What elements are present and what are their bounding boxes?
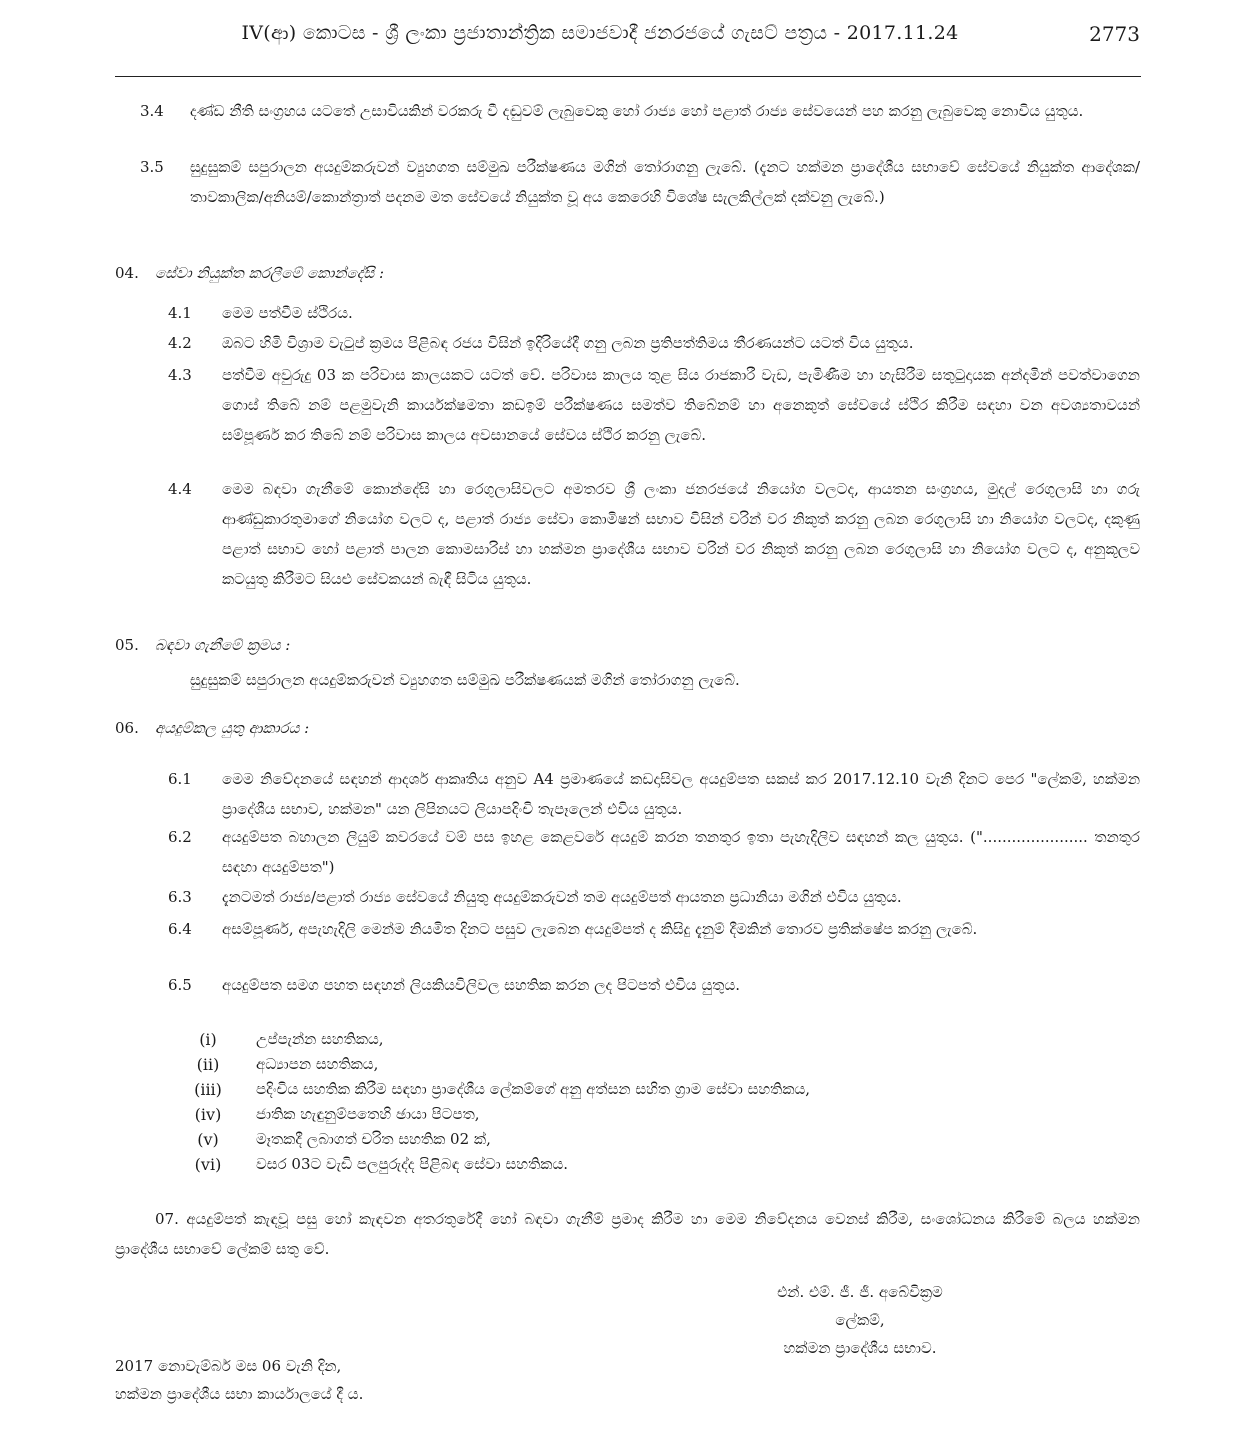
clause-text: මෙම බඳවා ගැනීමේ කොන්දේසි හා රෙගුලාසිවලට අමතරව ශ්‍රී ලංකා ජනරජයේ නියෝග වලටද, ආයතන සංග්‍රහය, මුදල් රෙගුලාසි හා ගරු ආණ්ඩුකාරතුමාගේ නියෝග වලට ද, පළාත් රාජ්‍ය සේවා කොමිෂන් සභාව විසින් වරින් වර නිකුත් කරනු ලබන රෙගුලාසි හා නියෝග වලටද, දකුණු පළාත් සභාව හෝ පළාත් පාලන කොමසාරිස් හා හක්මන ප්‍රාදේශීය සභාව වරින් වර නිකුත් කරනු ලබන රෙගුලාසි හා නියෝග වලට ද, අනුකූලව කටයුතු කිරීමට සියළු සේවකයන් බැඳී සිටිය යුතුය.	[222, 480, 1140, 588]
clause-text: දණ්ඩ නීති සංග්‍රහය යටතේ උසාවියකින් වරකරු වී දඬුවම් ලැබුවෙකු හෝ රාජ්‍ය හෝ පළාත් රාජ්‍ය සේවයෙන් පහ කරනු ලැබුවෙකු නොවිය යුතුය.	[190, 102, 1084, 120]
issue-date: 2017 නොවැම්බර් මස 06 වැනි දින,	[115, 1357, 342, 1375]
section-number: 04.	[115, 264, 139, 282]
document-list-number: (v)	[197, 1130, 219, 1149]
clause-text: දැනටමත් රාජ්‍ය/පළාත් රාජ්‍ය සේවයේ නියුතු අයදුම්කරුවන් තම අයදුම්පත් ආයතන ප්‍රධානියා මගින් එවිය යුතුය.	[222, 888, 902, 906]
clause-text: අයදුම්පත බහාලන ලියුම් කවරයේ වම් පස ඉහළ කෙළවරේ අයදුම් කරන තනතුර ඉතා පැහැදිලිව සඳහන් කල යුතුය. ("...................... තනතුර සඳහා අයදුම්පත")	[222, 828, 1140, 876]
page-number: 2773	[1089, 22, 1140, 46]
document-list-item: වසර 03ට වැඩි පලපුරුද්ද පිළිබඳ සේවා සහතිකය.	[256, 1155, 569, 1173]
clause-number: 3.5	[140, 158, 164, 176]
clause-number: 4.3	[168, 366, 192, 384]
document-list-item: පදිංචිය සහතික කිරීම සඳහා ප්‍රාදේශීය ලේකම්ගේ අනු අත්සන සහිත ග්‍රාම සේවා සහතිකය,	[256, 1080, 811, 1098]
section-text: සුදුසුකම් සපුරාලන අයදුම්කරුවන් ව්‍යුහගත සම්මුඛ පරීක්ෂණයක් මගින් තෝරාගනු ලැබේ.	[190, 671, 740, 689]
clause-number: 3.4	[140, 102, 164, 120]
document-list-number: (iv)	[194, 1105, 222, 1124]
clause-text: අයදුම්පත සමග පහත සඳහන් ලියකියවිලිවල සහතික කරන ලද පිටපත් එවිය යුතුය.	[222, 976, 740, 994]
document-list-item: උප්පැන්න සහතිකය,	[256, 1030, 384, 1048]
clause-text: අසම්පූර්ණ, අපැහැදිලි මෙන්ම නියමිත දිනට පසුව ලැබෙන අයදුම්පත් ද කිසිදු දැනුම් දීමකින් තොරව ප්‍රතික්ෂේප කරනු ලැබේ.	[222, 920, 978, 938]
section-number: 06.	[115, 719, 139, 737]
clause-text: සුදුසුකම් සපුරාලන අයදුම්කරුවන් ව්‍යුහගත සම්මුඛ පරීක්ෂණය මගින් තෝරාගනු ලැබේ. (දැනට හක්මන ප්‍රාදේශීය සභාවේ සේවයේ නියුක්ත ආදේශක/තාවකාලික/අනියම්/කොන්ත්‍රාත් පදනම මත සේවයේ නියුක්ත වූ අය කෙරෙහි විශේෂ සැලකිල්ලක් දක්වනු ලැබේ.)	[190, 158, 1140, 206]
clause-number: 6.5	[168, 976, 192, 994]
section-number: 05.	[115, 636, 139, 654]
section-heading: බඳවා ගැනීමේ ක්‍රමය :	[155, 636, 291, 654]
document-list-item: මෑතකදී ලබාගත් චරිත සහතික 02 ක්,	[256, 1130, 491, 1148]
clause-number: 4.1	[168, 304, 192, 322]
signatory-name: එන්. එම්. ජී. ජී. අබේවික්‍රම	[777, 1283, 943, 1301]
document-list-number: (ii)	[196, 1055, 220, 1074]
clause-number: 6.2	[168, 828, 192, 846]
section-heading: සේවා නියුක්ත කරලීමේ කොන්දේසි :	[155, 264, 385, 282]
gazette-header-title: IV(ආ) කොටස - ශ්‍රී ලංකා ප්‍රජාතාන්ත්‍රික සමාජවාදී ජනරජයේ ගැසට් පත්‍රය - 2017.11.24	[241, 22, 959, 44]
document-list-number: (iii)	[194, 1080, 222, 1099]
clause-text: ඔබට හිමි විශ්‍රාම වැටුප් ක්‍රමය පිළිබඳ රජය විසින් ඉදිරියේදී ගනු ලබන ප්‍රතිපත්තිමය තීරණයන්ට යටත් විය යුතුය.	[222, 334, 914, 352]
section-heading: අයදුම්කල යුතු ආකාරය :	[155, 719, 310, 737]
clause-number: 4.2	[168, 334, 192, 352]
header-divider	[115, 76, 1141, 77]
clause-number: 4.4	[168, 480, 192, 498]
document-list-item: අධ්‍යාපන සහතිකය,	[256, 1055, 379, 1073]
section-7-text: 07. අයදුම්පත් කැඳවූ පසු හෝ කැඳවන අතරතුරේදී හෝ බඳවා ගැනීම් ප්‍රමාද කිරීම හා මෙම නිවේදනය වෙනස් කිරීම, සංශෝධනය කිරීමේ බලය හක්මන ප්‍රාදේශීය සභාවේ ලේකම් සතු වේ.	[115, 1210, 1140, 1258]
document-list-number: (i)	[199, 1030, 217, 1049]
clause-number: 6.3	[168, 888, 192, 906]
clause-number: 6.4	[168, 920, 192, 938]
signatory-office: හක්මන ප්‍රාදේශීය සභාව.	[783, 1339, 937, 1357]
document-list-item: ජාතික හැඳුනුම්පතෙහි ඡායා පිටපත,	[256, 1105, 480, 1123]
clause-text: මෙම පත්වීම ස්ථිරය.	[222, 304, 353, 322]
clause-number: 6.1	[168, 770, 192, 788]
clause-text: පත්වීම අවුරුදු 03 ක පරිවාස කාලයකට යටත් වේ. පරිවාස කාලය තුළ සිය රාජකාරී වැඩ, පැමිණීම හා හැසිරීම සතුටුදායක අන්දමින් පවත්වාගෙන ගොස් තිබේ නම් පළමුවැනි කාර්යක්ෂමතා කඩඉම් පරීක්ෂණය සමත්ව තිබේනම් හා අනෙකුත් සේවයේ ස්ථිර කිරීම සඳහා වන අවශ්‍යතාවයන් සම්පූර්ණ කර තිබේ නම් පරිවාස කාලය අවසානයේ සේවය ස්ථිර කරනු ලැබේ.	[222, 366, 1140, 444]
issue-place: හක්මන ප්‍රාදේශීය සභා කාර්යාලයේ දී ය.	[115, 1385, 364, 1403]
clause-text: මෙම නිවේදනයේ සඳහන් ආදර්ශ ආකෘතිය අනුව A4 ප්‍රමාණයේ කඩදාසිවල අයදුම්පත සකස් කර 2017.12.10 වැනි දිනට පෙර "ලේකම්, හක්මන ප්‍රාදේශීය සභාව, හක්මන" යන ලිපිනයට ලියාපදිංචි තැපෑලෙන් එවිය යුතුය.	[222, 770, 1140, 818]
signatory-title: ලේකම්,	[835, 1311, 885, 1329]
document-list-number: (vi)	[194, 1155, 222, 1174]
